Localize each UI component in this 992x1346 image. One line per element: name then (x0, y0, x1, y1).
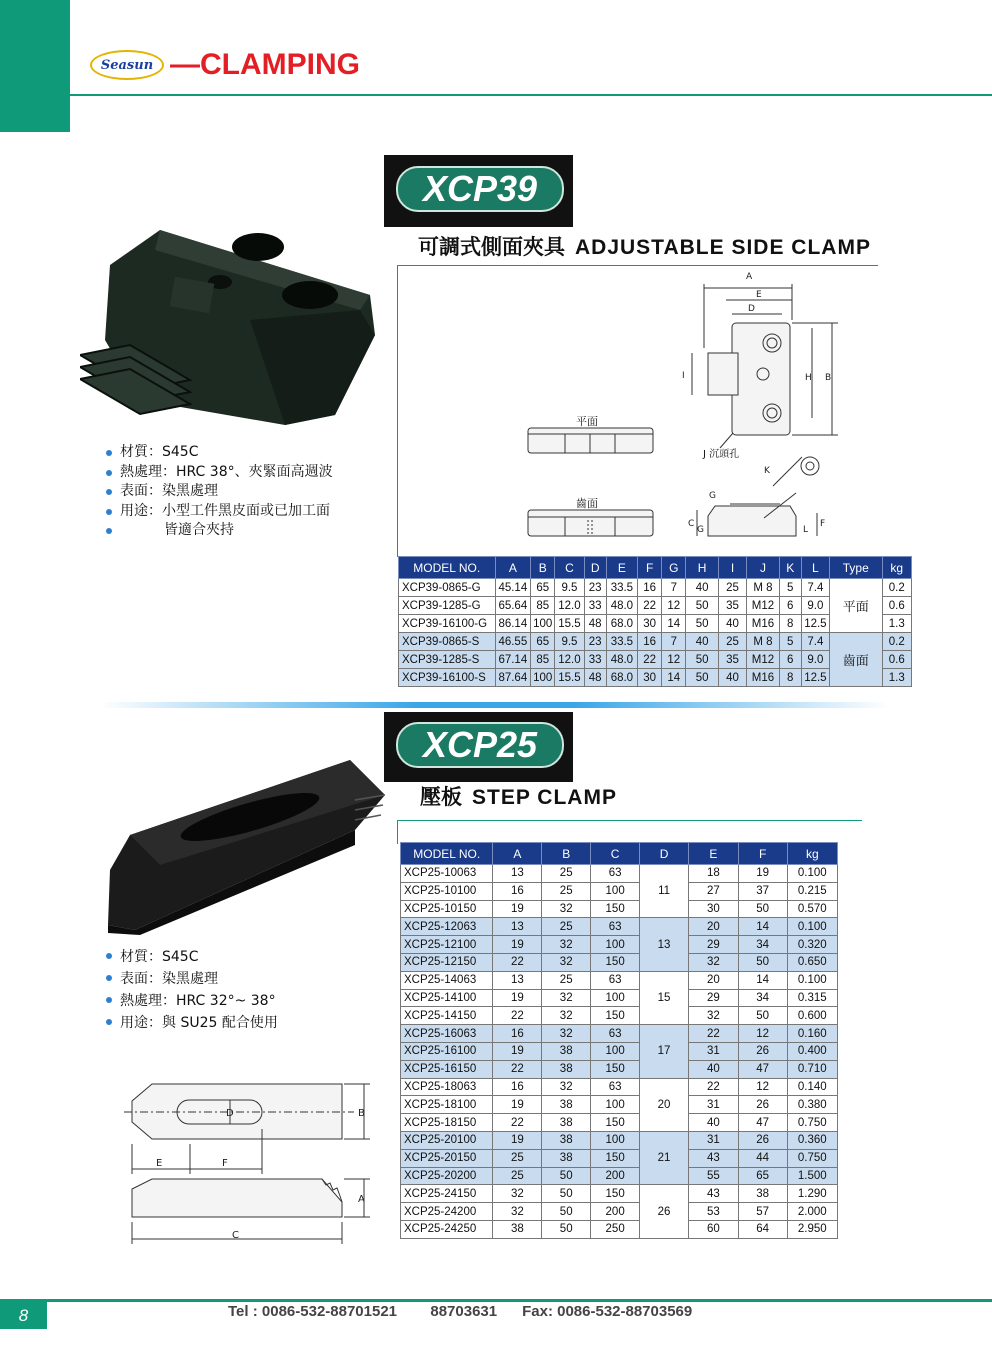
table-row: XCP25-18150 22 38 150 40 47 0.750 (401, 1114, 838, 1132)
col-header: kg (787, 843, 837, 865)
table-row: XCP25-24150 32 50 150 26 43 38 1.290 (401, 1185, 838, 1203)
col-header: J (747, 557, 780, 579)
table-row: XCP25-10100 16 25 100 27 37 0.215 (401, 882, 838, 900)
xcp39-title-en: ADJUSTABLE SIDE CLAMP (575, 236, 871, 259)
header-rule (70, 94, 992, 96)
table-row: XCP39-1285-S 67.14 85 12.0 33 48.0 22 12 50 35 M12 6 9.0 0.6 (399, 651, 912, 669)
col-header: F (738, 843, 787, 865)
col-header: D (584, 557, 606, 579)
table-row: XCP25-24200 32 50 200 53 57 2.000 (401, 1203, 838, 1221)
type-flat-cell: 平面 (830, 579, 882, 633)
xcp39-technical-drawing (520, 268, 850, 550)
col-header: E (606, 557, 637, 579)
d-group-cell: 17 (640, 1025, 689, 1078)
col-header: D (640, 843, 689, 865)
col-header: H (686, 557, 719, 579)
dim-label: G (697, 525, 704, 535)
col-header: A (493, 843, 542, 865)
xcp25-product-photo (100, 755, 390, 935)
spec-item: 表面：染黑處理 (106, 968, 376, 990)
col-header: MODEL NO. (399, 557, 496, 579)
spec-item: 熱處理：HRC 38°、夾緊面高週波 (106, 463, 376, 483)
table-row: XCP25-16063 16 32 63 17 22 12 0.160 (401, 1025, 838, 1043)
table-row: XCP25-10150 19 32 150 30 50 0.570 (401, 900, 838, 918)
table-row: XCP25-24250 38 50 250 60 64 2.950 (401, 1220, 838, 1238)
table-row: XCP25-16100 19 38 100 31 26 0.400 (401, 1042, 838, 1060)
dim-label: H (805, 373, 812, 383)
table-row: XCP25-20150 25 38 150 43 44 0.750 (401, 1149, 838, 1167)
dim-label: E (156, 1158, 163, 1169)
footer-rule (0, 1299, 992, 1302)
xcp39-spec-list (106, 443, 376, 541)
brand-logo-text: Seasun (100, 57, 154, 73)
table-row: XCP25-12063 13 25 63 13 20 14 0.100 (401, 918, 838, 936)
section-separator (100, 702, 890, 708)
header-accent-block (0, 0, 70, 132)
table-row: XCP25-20200 25 50 200 55 65 1.500 (401, 1167, 838, 1185)
d-group-cell: 20 (640, 1078, 689, 1131)
table-row: XCP25-14100 19 32 100 29 34 0.315 (401, 989, 838, 1007)
table-row: XCP25-12150 22 32 150 32 50 0.650 (401, 953, 838, 971)
col-header: A (495, 557, 531, 579)
col-header: L (801, 557, 829, 579)
xcp39-model-code: XCP39 (422, 168, 538, 209)
col-header: G (662, 557, 686, 579)
xcp25-title-en: STEP CLAMP (472, 786, 617, 809)
d-group-cell: 26 (640, 1185, 689, 1238)
table-row: XCP39-16100-S 87.64 100 15.5 48 68.0 30 14 50 40 M16 8 12.5 1.3 (399, 669, 912, 687)
col-header: E (688, 843, 738, 865)
table-row: XCP25-18100 19 38 100 31 26 0.380 (401, 1096, 838, 1114)
spec-item: 用途：與 SU25 配合使用 (106, 1012, 376, 1034)
dim-label: C (232, 1230, 239, 1241)
xcp25-section-title (420, 781, 617, 811)
spec-item: 材質：S45C (106, 443, 376, 463)
spec-item: 材質：S45C (106, 946, 376, 968)
d-group-cell: 11 (640, 865, 689, 918)
d-group-cell: 13 (640, 918, 689, 971)
dim-label: K (764, 466, 770, 476)
table-row: XCP25-16150 22 38 150 40 47 0.710 (401, 1060, 838, 1078)
page-title: —CLAMPING (170, 48, 360, 81)
table-row: XCP39-1285-G 65.64 85 12.0 33 48.0 22 12 50 35 M12 6 9.0 0.6 (399, 597, 912, 615)
page-number: 8 (18, 1305, 29, 1325)
table-row: XCP39-0865-S 46.55 65 9.5 23 33.5 16 7 40 25 M 8 5 7.4 齒面 0.2 (399, 633, 912, 651)
col-header: B (531, 557, 555, 579)
table-row: XCP25-18063 16 32 63 20 22 12 0.140 (401, 1078, 838, 1096)
spec-item: 熱處理：HRC 32°~ 38° (106, 990, 376, 1012)
spec-item-continuation: 皆適合夾持 (106, 521, 376, 541)
xcp25-spec-table (400, 842, 838, 1239)
dim-label: B (358, 1108, 365, 1119)
xcp39-section-title (418, 231, 871, 261)
xcp25-spec-list (106, 946, 376, 1034)
d-group-cell: 15 (640, 971, 689, 1024)
footer-contact: Tel : 0086-532-88701521 88703631 Fax: 0086-532-88703569 (228, 1303, 693, 1320)
xcp25-technical-drawing (122, 1074, 382, 1246)
xcp39-left-rule (397, 265, 398, 557)
table-header-row (401, 843, 838, 865)
col-header: F (638, 557, 662, 579)
xcp39-title-zh: 可調式側面夾具 (418, 236, 565, 259)
dim-label: F (222, 1158, 228, 1169)
table-header-row (399, 557, 912, 579)
xcp25-left-rule (397, 820, 398, 844)
xcp39-title-rule (398, 265, 878, 266)
col-header: K (779, 557, 801, 579)
xcp25-model-badge (396, 722, 564, 768)
dim-label: L (803, 525, 809, 535)
spec-item: 表面：染黑處理 (106, 482, 376, 502)
table-row: XCP25-12100 19 32 100 29 34 0.320 (401, 936, 838, 954)
dim-label: G (709, 491, 716, 501)
table-row: XCP39-16100-G 86.14 100 15.5 48 68.0 30 14 50 40 M16 8 12.5 1.3 (399, 615, 912, 633)
tooth-face-label: 齒面 (576, 497, 598, 510)
xcp25-model-code: XCP25 (422, 724, 538, 765)
d-group-cell: 21 (640, 1131, 689, 1184)
xcp39-model-badge (396, 166, 564, 212)
xcp39-spec-table (398, 556, 912, 687)
flat-face-label: 平面 (576, 415, 598, 428)
page-number-block (0, 1302, 47, 1329)
dim-label: A (358, 1194, 365, 1205)
col-header: I (718, 557, 746, 579)
dim-label: I (682, 371, 685, 381)
col-header: Type (830, 557, 882, 579)
col-header: B (542, 843, 591, 865)
col-header: C (591, 843, 640, 865)
brand-logo (90, 50, 164, 80)
dim-label: E (756, 290, 762, 300)
dim-label: D (748, 304, 755, 314)
type-tooth-cell: 齒面 (830, 633, 882, 687)
table-row: XCP25-14150 22 32 150 32 50 0.600 (401, 1007, 838, 1025)
xcp25-title-zh: 壓板 (420, 786, 462, 809)
col-header: kg (882, 557, 912, 579)
table-row: XCP25-10063 13 25 63 11 18 19 0.100 (401, 865, 838, 883)
col-header: C (555, 557, 584, 579)
dim-label: C (688, 519, 695, 529)
dim-label: B (825, 373, 832, 383)
col-header: MODEL NO. (401, 843, 493, 865)
dim-label: A (746, 272, 753, 282)
xcp25-title-rule (398, 820, 862, 821)
xcp39-product-photo (80, 225, 380, 430)
table-row: XCP39-0865-G 45.14 65 9.5 23 33.5 16 7 40 25 M 8 5 7.4 平面 0.2 (399, 579, 912, 597)
dim-label: D (226, 1108, 234, 1119)
dim-label: F (820, 519, 826, 529)
counterbore-label: J 沉頭孔 (703, 449, 740, 460)
table-row: XCP25-20100 19 38 100 21 31 26 0.360 (401, 1131, 838, 1149)
spec-item: 用途：小型工件黑皮面或已加工面 (106, 502, 376, 522)
table-row: XCP25-14063 13 25 63 15 20 14 0.100 (401, 971, 838, 989)
